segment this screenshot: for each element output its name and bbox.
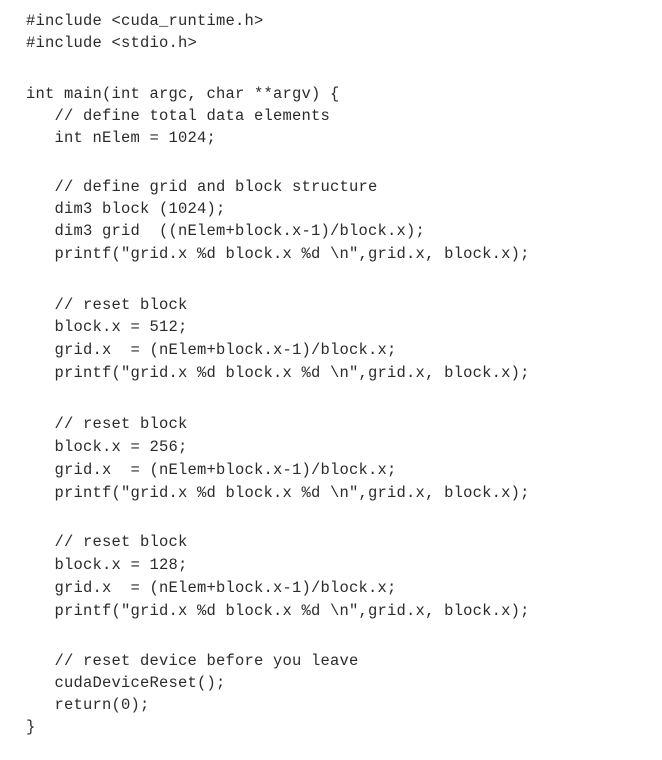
- code-line-25: grid.x = (nElem+block.x-1)/block.x;: [26, 579, 397, 597]
- code-line-19: block.x = 256;: [26, 438, 188, 456]
- code-line-29: cudaDeviceReset();: [26, 674, 226, 692]
- code-line-18: // reset block: [26, 415, 188, 433]
- code-line-16: printf("grid.x %d block.x %d \n",grid.x, block.x);: [26, 364, 530, 382]
- code-line-26: printf("grid.x %d block.x %d \n",grid.x, block.x);: [26, 602, 530, 620]
- code-line-2: #include <stdio.h>: [26, 34, 198, 52]
- code-line-28: // reset device before you leave: [26, 652, 359, 670]
- code-line-23: // reset block: [26, 533, 188, 551]
- code-line-30: return(0);: [26, 696, 150, 714]
- code-line-15: grid.x = (nElem+block.x-1)/block.x;: [26, 341, 397, 359]
- code-line-4: int main(int argc, char **argv) {: [26, 85, 340, 103]
- code-line-11: printf("grid.x %d block.x %d \n",grid.x, block.x);: [26, 245, 530, 263]
- code-line-24: block.x = 128;: [26, 556, 188, 574]
- code-line-9: dim3 block (1024);: [26, 200, 226, 218]
- code-line-13: // reset block: [26, 296, 188, 314]
- code-line-21: printf("grid.x %d block.x %d \n",grid.x, block.x);: [26, 484, 530, 502]
- code-block: [26, 10, 530, 736]
- code-line-6: int nElem = 1024;: [26, 129, 217, 147]
- code-line-31: }: [26, 718, 36, 736]
- code-line-1: #include <cuda_runtime.h>: [26, 12, 264, 30]
- code-line-8: // define grid and block structure: [26, 178, 378, 196]
- code-line-20: grid.x = (nElem+block.x-1)/block.x;: [26, 461, 397, 479]
- code-line-5: // define total data elements: [26, 107, 331, 125]
- code-line-14: block.x = 512;: [26, 318, 188, 336]
- code-line-10: dim3 grid ((nElem+block.x-1)/block.x);: [26, 222, 426, 240]
